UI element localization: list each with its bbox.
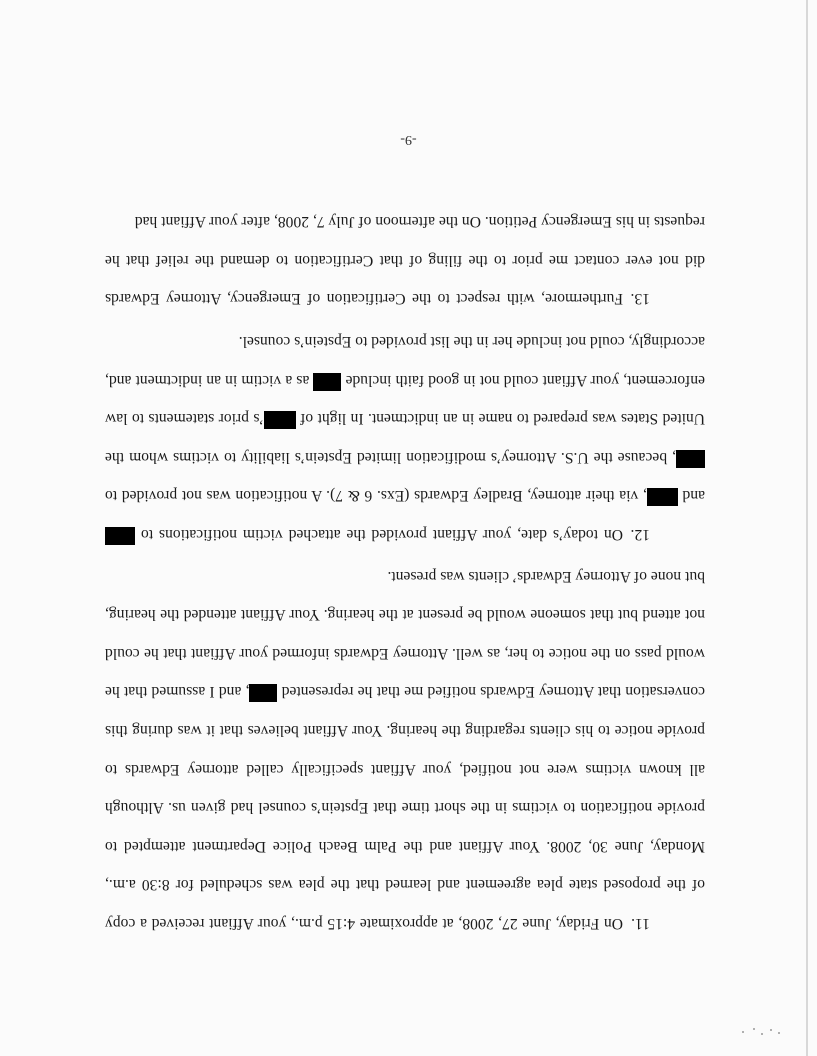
paragraph-text: Furthermore, with respect to the Certification of Emergency, Attorney Edwards did not ever contact me prior to the filing of that Certification to demand the relief that he requests in his Emergency Petition. On the afternoon of July 7, 2008, after your Affiant had bbox=[105, 213, 705, 308]
redaction-box bbox=[676, 450, 705, 468]
page-number: -9- bbox=[400, 132, 417, 147]
redaction-box bbox=[264, 411, 296, 429]
redaction-box bbox=[313, 373, 341, 391]
paragraph-12 bbox=[105, 322, 705, 554]
paragraph-number: 12. bbox=[630, 526, 650, 544]
scan-edge-line bbox=[806, 0, 808, 1056]
paragraph-text: On Friday, June 27, 2008, at approximate 4:15 p.m., your Affiant received a copy of the proposed state plea agreement and learned that the plea was scheduled for 8:30 a.m., Monday, June 30, 2008. Your Affiant and the Palm Beach Police Department attempted to provide notification to victims in the short time that Epstein’s counsel had given us. Although all known victims were not notified, your Affiant specifically called attorney Edwards to provide notice to his clients regarding the hearing. Your Affiant believes that it was during this conversation that Attorney Edwards notified me that he represented bbox=[105, 683, 705, 932]
paragraph-text: , via their attorney, Bradley Edwards (Exs. 6 & 7). A notification was not provided to bbox=[105, 487, 647, 505]
paragraph-11 bbox=[105, 556, 705, 942]
paragraph-text: , and I assumed that he would pass on the notice to her, as well. Attorney Edwards informed your Affiant that he could not attend but that someone would be present at the hearing. Your Affiant attended the hearing, but none of Attorney Edwards’ clients was present. bbox=[105, 567, 705, 701]
scan-specks bbox=[732, 1026, 782, 1038]
paragraph-text: On today’s date, your Affiant provided the attached victim notifications to bbox=[135, 526, 623, 544]
paragraph-text: , because the U.S. Attorney’s modification limited Epstein’s liability to victims whom the United States was prepared to name in an indictment. In light of bbox=[105, 410, 705, 466]
paragraph-number: 11. bbox=[631, 915, 650, 932]
paragraph-text: ’s prior statements to law enforcement, your Affiant could not in good faith include bbox=[104, 371, 705, 428]
paragraph-number: 13. bbox=[630, 290, 650, 308]
paragraph-13 bbox=[105, 202, 705, 318]
paragraph-text: and bbox=[677, 487, 705, 505]
redaction-box bbox=[105, 527, 135, 545]
redaction-box bbox=[249, 684, 277, 702]
paragraph-text: as a victim in an indictment and, accordingly, could not include her in the list provided to Epstein’s counsel. bbox=[105, 333, 705, 389]
redaction-box bbox=[647, 488, 678, 506]
body-text bbox=[105, 202, 705, 942]
